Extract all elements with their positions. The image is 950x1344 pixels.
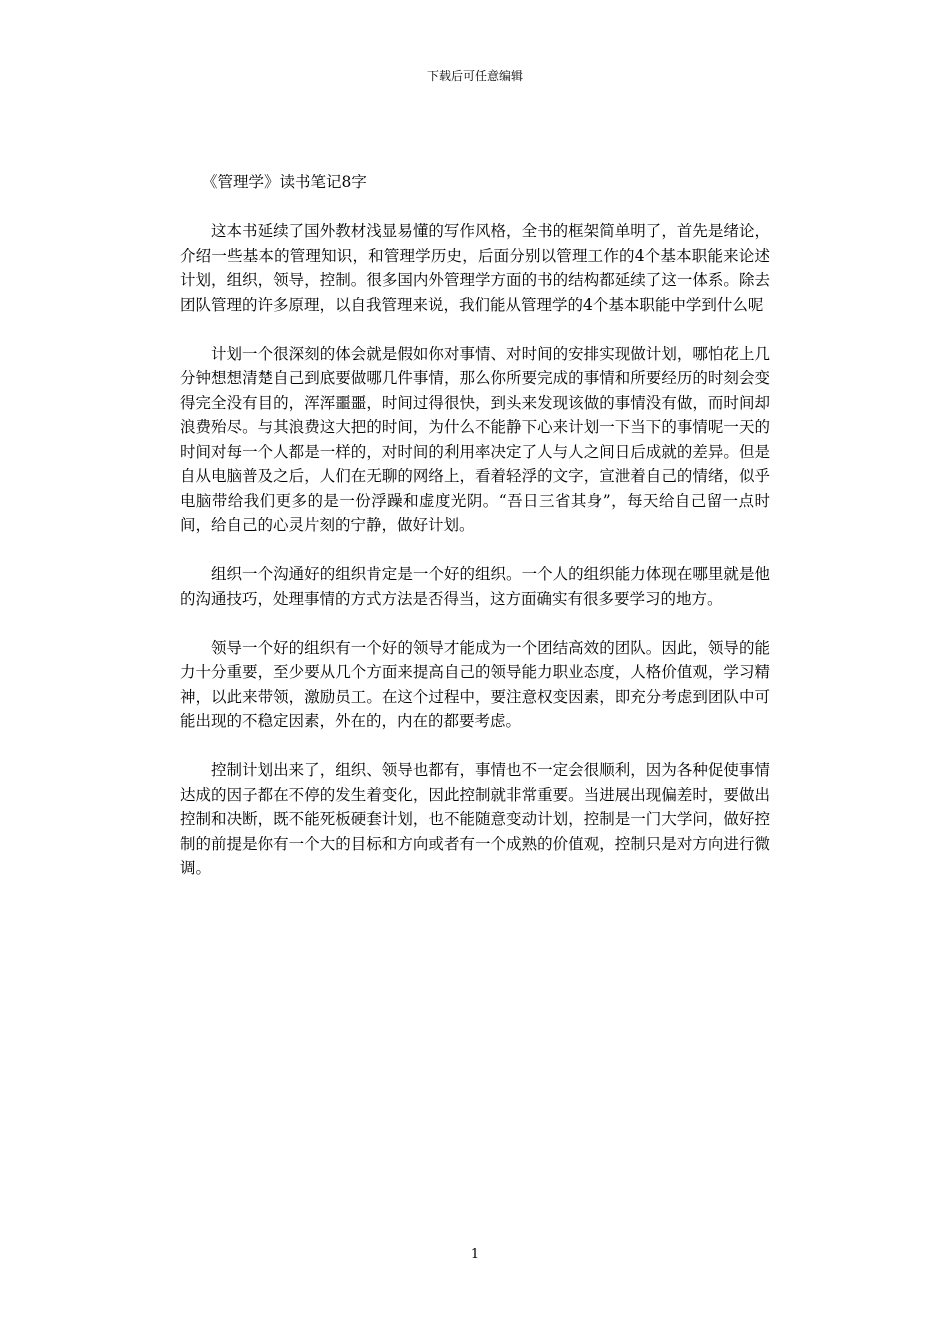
paragraph-controlling: 控制计划出来了，组织、领导也都有，事情也不一定会很顺利，因为各种促使事情达成的因子都在不停的发生着变化，因此控制就非常重要。当进展出现偏差时，要做出控制和决断，既不能死板硬套计划，也不能随意变动计划，控制是一门大学问，做好控制的前提是你有一个大的目标和方向或者有一个成熟的价值观，控制只是对方向进行微调。 bbox=[180, 761, 770, 877]
page-number: 1 bbox=[470, 1247, 480, 1262]
paragraph-leading: 领导一个好的组织有一个好的领导才能成为一个团结高效的团队。因此，领导的能力十分重要，至少要从几个方面来提高自己的领导能力职业态度，人格价值观，学习精神，以此来带领，激励员工。在这个过程中，要注意权变因素，即充分考虑到团队中可能出现的不稳定因素，外在的，内在的都要考虑。 bbox=[180, 638, 770, 730]
paragraph-organizing: 组织一个沟通好的组织肯定是一个好的组织。一个人的组织能力体现在哪里就是他的沟通技巧，处理事情的方式方法是否得当，这方面确实有很多要学习的地方。 bbox=[180, 565, 770, 608]
document-title: 《管理学》读书笔记8字 bbox=[202, 173, 367, 191]
document-body bbox=[180, 170, 770, 905]
page-header: 下载后可任意编辑 bbox=[426, 69, 523, 83]
paragraph-intro: 这本书延续了国外教材浅显易懂的写作风格，全书的框架简单明了，首先是绪论，介绍一些基本的管理知识，和管理学历史，后面分别以管理工作的4个基本职能来论述计划，组织，领导，控制。很多国内外管理学方面的书的结构都延续了这一体系。除去团队管理的许多原理，以自我管理来说，我们能从管理学的4个基本职能中学到什么呢 bbox=[180, 222, 770, 314]
paragraph-planning: 计划一个很深刻的体会就是假如你对事情、对时间的安排实现做计划，哪怕花上几分钟想想清楚自己到底要做哪几件事情，那么你所要完成的事情和所要经历的时刻会变得完全没有目的，浑浑噩噩，时间过得很快，到头来发现该做的事情没有做，而时间却浪费殆尽。与其浪费这大把的时间，为什么不能静下心来计划一下当下的事情呢一天的时间对每一个人都是一样的，对时间的利用率决定了人与人之间日后成就的差异。但是自从电脑普及之后，人们在无聊的网络上，看着轻浮的文字，宣泄着自己的情绪，似乎电脑带给我们更多的是一份浮躁和虚度光阴。“吾日三省其身”，每天给自己留一点时间，给自己的心灵片刻的宁静，做好计划。 bbox=[180, 344, 770, 534]
